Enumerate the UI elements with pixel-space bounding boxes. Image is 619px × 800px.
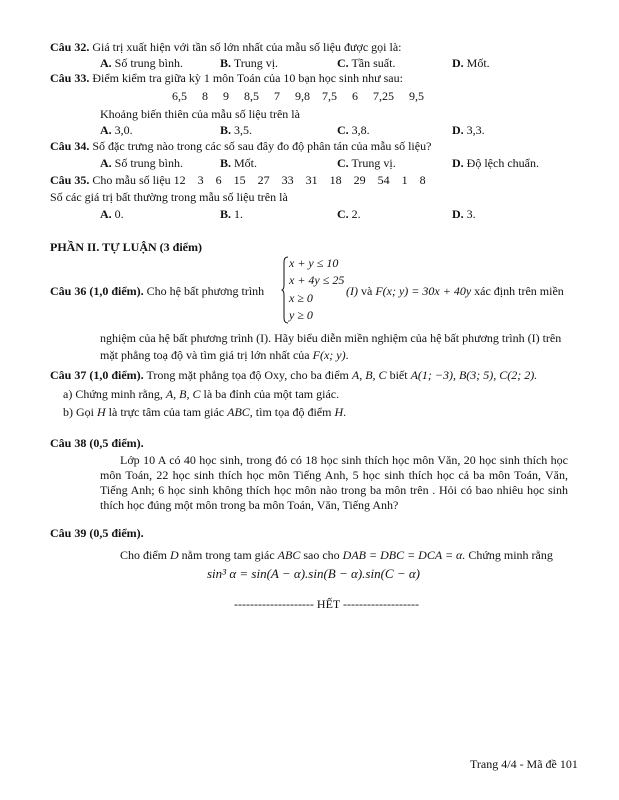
question-38-body: Lớp 10 A có 40 học sinh, trong đó có 18 học sinh thích học môn Văn, 20 học sinh thích học môn Toán, 22 học sinh thích học môn Tiếng Anh, 5 học sinh thích học cả ba môn Toán, Văn, Tiếng Anh; 6 học sinh không thích học môn nào trong ba môn trên . Hỏi có bao nhiêu học sinh thích học đúng một môn trong ba môn Toán, Văn, Tiếng Anh? [100,453,568,512]
inequality-3: x ≥ 0 [289,291,313,305]
question-36-label: Câu 36 (1,0 điểm). [50,284,144,298]
question-32-text: Giá trị xuất hiện với tần số lớn nhất của mẫu số liệu được gọi là: [92,40,402,54]
question-36-line-3: mặt phẳng toạ độ và tìm giá trị lớn nhất của F(x; y). [100,348,349,362]
question-34 [50,139,431,153]
question-32 [50,40,401,54]
inequality-2: x + 4y ≤ 25 [289,273,345,287]
question-37-part-b: b) Gọi H là trực tâm của tam giác ABC, tìm tọa độ điểm H. [63,405,347,419]
q32-option-a: A. Số trung bình. [100,56,184,70]
objective-function: F(x; y) = 30x + 40y [375,284,472,298]
q33-option-d: D. 3,3. [452,123,485,137]
trig-identity-formula: sin³ α = sin(A − α).sin(B − α).sin(C − α) [207,566,421,581]
end-mark: -------------------- HẾT ------------------- [234,597,419,611]
question-33-label: Câu 33. [50,71,90,85]
page-footer: Trang 4/4 - Mã đề 101 [470,757,578,771]
question-39-label: Câu 39 (0,5 điểm). [50,526,144,540]
q35-option-c: C. 2. [337,207,361,221]
inequality-4: y ≥ 0 [289,308,313,322]
question-37-label: Câu 37 (1,0 điểm). [50,368,144,382]
q34-option-a: A. Số trung bình. [100,156,184,170]
brace-icon [281,256,289,324]
question-33 [50,71,403,85]
question-35-label: Câu 35. [50,173,90,187]
q32-option-b: B. Trung vị. [220,56,279,70]
q33-option-a: A. 3,0. [100,123,133,137]
conjunction-text: và [361,284,373,298]
question-34-text: Số đặc trưng nào trong các số sau đây đo độ phân tán của mẫu số liệu? [92,139,432,153]
q34-option-c: C. Trung vị. [337,156,396,170]
angle-equalities: DAB = DBC = DCA = α. [342,548,466,562]
q32-option-c: C. Tần suất. [337,56,396,70]
q34-option-d: D. Độ lệch chuẩn. [452,156,539,170]
q35-option-a: A. 0. [100,207,124,221]
points-coordinates: A(1; −3), B(3; 5), C(2; 2). [410,368,538,382]
question-34-label: Câu 34. [50,139,90,153]
question-35-text: Cho mẫu số liệu 12 3 6 15 27 33 31 18 29 54 1 8 [92,173,426,187]
question-35-prompt: Số các giá trị bất thường trong mẫu số liệu trên là [50,190,288,204]
q35-option-d: D. 3. [452,207,476,221]
question-36 [50,284,264,298]
question-36-tail: xác định trên miền [474,284,564,298]
question-35 [50,173,426,187]
question-33-prompt: Khoảng biến thiên của mẫu số liệu trên là [100,107,300,121]
q35-option-b: B. 1. [220,207,244,221]
part-2-heading: PHẦN II. TỰ LUẬN (3 điểm) [50,240,202,254]
question-36-text: Cho hệ bất phương trình [146,284,265,298]
q33-option-b: B. 3,5. [220,123,253,137]
question-36-continuation [346,284,564,298]
question-38-label: Câu 38 (0,5 điểm). [50,436,144,450]
question-33-data: 6,5 8 9 8,5 7 9,8 7,5 6 7,25 9,5 [172,89,424,103]
inequality-1: x + y ≤ 10 [289,256,339,270]
question-37-part-a: a) Chứng minh rằng, A, B, C là ba đỉnh của một tam giác. [63,387,340,401]
question-32-label: Câu 32. [50,40,90,54]
system-name: (I) [346,284,358,298]
q34-option-b: B. Mốt. [220,156,258,170]
q32-option-d: D. Mốt. [452,56,490,70]
q33-option-c: C. 3,8. [337,123,370,137]
question-39-text: Cho điểm D nằm trong tam giác ABC sao cho DAB = DBC = DCA = α. Chứng minh rằng [120,548,553,562]
question-36-line-2: nghiệm của hệ bất phương trình (I). Hãy biểu diễn miền nghiệm của hệ bất phương trình (I) trên [100,331,562,345]
function-expr: F(x; y) [312,348,346,362]
inequality-system [281,256,351,324]
question-37: Câu 37 (1,0 điểm). Trong mặt phẳng tọa độ Oxy, cho ba điểm A, B, C biết A(1; −3), B(3; 5), C(2; 2). [50,368,538,382]
question-33-text: Điểm kiểm tra giữa kỳ 1 môn Toán của 10 bạn học sinh như sau: [92,71,403,85]
